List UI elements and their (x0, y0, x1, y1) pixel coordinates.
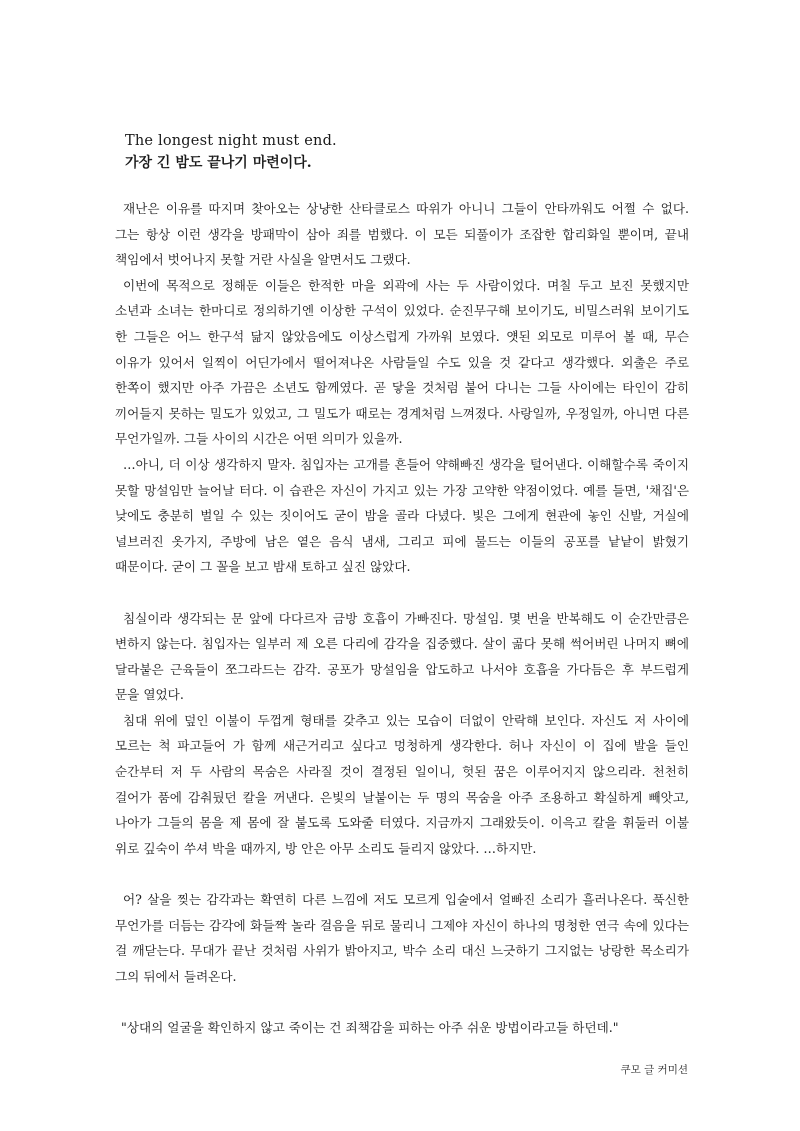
paragraph-2: 이번에 목적으로 정해둔 이들은 한적한 마을 외곽에 사는 두 사람이었다. 며칠 두고 보진 못했지만 소년과 소녀는 한마디로 정의하기엔 이상한 구석이 있었다. 순진무구해 보이기도, 비밀스러워 보이기도 한 그들은 어느 한구석 닮지 않았음에도 이상스럽게 가까워 보였다. 얫된 외모로 미루어 볼 때, 무슨 이유가 있어서 일찍이 어딘가에서 떨어져나온 사람들일 수도 있을 것 같다고 생각했다. 외출은 주로 한쪽이 했지만 아주 가끔은 소년도 함께였다. 곧 닿을 것처럼 붙어 다니는 그들 사이에는 타인이 감히 끼어들지 못하는 밀도가 있었고, 그 밀도가 때로는 경계처럼 느껴졌다. 사랑일까, 우정일까, 아니면 다른 무언가일까. 그들 사이의 시간은 어떤 의미가 있을까. (115, 277, 689, 447)
paragraph-1: 재난은 이유를 따지며 찾아오는 상냥한 산타클로스 따위가 아니니 그들이 안타까워도 어쩔 수 없다. 그는 항상 이런 생각을 방패막이 삼아 죄를 범했다. 이 모든 되풀이가 조잡한 합리화일 뿐이며, 끝내 책임에서 벗어나지 못할 거란 사실을 알면서도 그랬다. (115, 201, 689, 268)
epigraph (125, 130, 685, 174)
paragraph-6: 어? 살을 찢는 감각과는 확연히 다른 느낌에 저도 모르게 입술에서 얼빠진 소리가 흘러나온다. 푹신한 무언가를 더듬는 감각에 화들짝 놀라 걸음을 뒤로 물리니 그제야 자신이 하나의 명청한 연극 속에 있다는 걸 깨닫는다. 무대가 끝난 것처럼 사위가 밝아지고, 박수 소리 대신 느긋하기 그지없는 낭랑한 목소리가 그의 뒤에서 들려온다. (115, 892, 689, 984)
paragraph-3: …아니, 더 이상 생각하지 말자. 침입자는 고개를 흔들어 약해빠진 생각을 털어낸다. 이해할수록 죽이지 못할 망설임만 늘어날 터다. 이 습관은 자신이 가지고 있는 가장 고약한 약점이었다. 예를 들면, '채집'은 낮에도 충분히 벌일 수 있는 짓이어도 굳이 밤을 골라 다녔다. 빛은 그에게 현관에 놓인 신발, 거실에 널브러진 옷가지, 주방에 남은 옅은 음식 냄새, 그리고 피에 물드는 이들의 공포를 낱낱이 밝혔기 때문이다. 굳이 그 꼴을 보고 밤새 토하고 싶진 않았다. (115, 456, 689, 575)
paragraph-5: 침대 위에 덮인 이불이 두껍게 형태를 갖추고 있는 모습이 더없이 안락해 보인다. 자신도 저 사이에 모르는 척 파고들어 가 함께 새근거리고 싶다고 멍청하게 생각한다. 허나 자신이 이 집에 발을 들인 순간부터 저 두 사람의 목숨은 사라질 것이 결정된 일이니, 헛된 꿈은 이루어지지 않으리라. 천천히 걸어가 품에 감춰뒀던 칼을 꺼낸다. 은빛의 날붙이는 두 명의 목숨을 아주 조용하고 확실하게 빼앗고, 나아가 그들의 몸을 제 몸에 잘 붙도록 도와줄 터였다. 지금까지 그래왔듯이. 이윽고 칼을 휘둘러 이불 위로 깊숙이 쑤셔 박을 때까지, 방 안은 아무 소리도 들리지 않았다. …하지만. (115, 712, 689, 856)
epigraph-english: The longest night must end. (125, 133, 337, 149)
footer-credit: 쿠모 글 커미션 (620, 1064, 688, 1076)
story-body (115, 196, 689, 1041)
paragraph-4: 침실이라 생각되는 문 앞에 다다르자 금방 호흡이 가빠진다. 망설임. 몇 번을 반복해도 이 순간만큼은 변하지 않는다. 침입자는 일부러 제 오른 다리에 감각을 집중했다. 살이 곪다 못해 썩어버린 나머지 뼈에 달라붙은 근육들이 쪼그라드는 감각. 공포가 망설임을 압도하고 나서야 호흡을 가다듬은 후 부드럽게 문을 열었다. (115, 610, 689, 703)
epigraph-korean: 가장 긴 밤도 끝나기 마련이다. (125, 155, 312, 171)
dialogue-quote: "상대의 얼굴을 확인하지 않고 죽이는 건 죄책감을 피하는 아주 쉬운 방법이라고들 하던데." (121, 1020, 619, 1035)
